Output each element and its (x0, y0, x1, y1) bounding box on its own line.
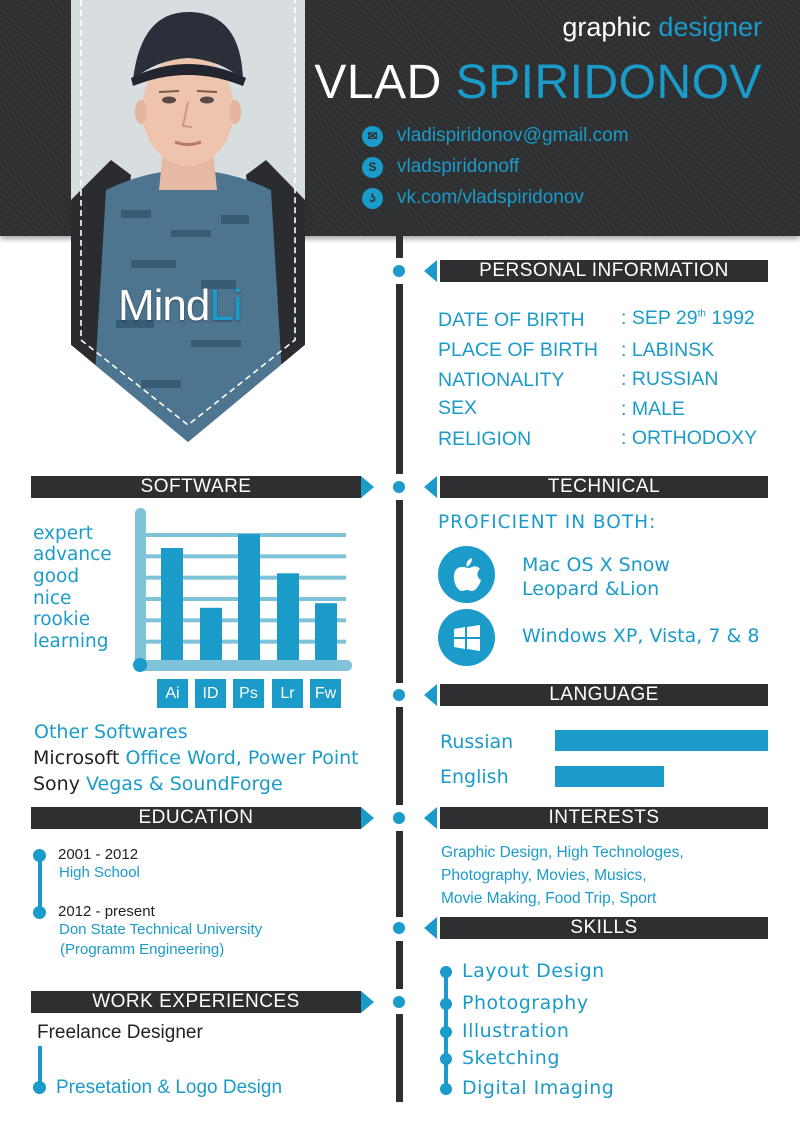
work-dot (33, 1081, 46, 1094)
vk-icon: ʖ (362, 188, 383, 209)
arrow-right-icon (361, 991, 374, 1013)
education-dot (33, 849, 46, 862)
chart-bar-id (200, 608, 222, 663)
dob-label: DATE OF BIRTH (438, 309, 585, 331)
tech-mac-text: Mac OS X Snow (522, 554, 670, 576)
section-technical: TECHNICAL (440, 476, 768, 498)
software-label-lr: Lr (272, 679, 303, 708)
software-label-ps: Ps (233, 679, 264, 708)
interests-line: Movie Making, Food Trip, Sport (441, 890, 657, 907)
skill-item: Digital Imaging (462, 1077, 615, 1099)
arrow-left-icon (424, 684, 437, 706)
religion-value: : ORTHODOXY (621, 427, 758, 449)
education-years: 2001 - 2012 (58, 846, 139, 863)
level-label: expert (33, 523, 93, 544)
timeline-segment (396, 1014, 403, 1102)
timeline-segment (396, 941, 403, 989)
software-label-ai: Ai (157, 679, 188, 708)
skill-item: Sketching (462, 1047, 560, 1069)
religion-label: RELIGION (438, 428, 532, 450)
timeline-dot (393, 265, 405, 277)
education-dot (33, 906, 46, 919)
language-name: English (440, 766, 509, 788)
timeline-dot (393, 996, 405, 1008)
timeline-dot (393, 922, 405, 934)
skill-item: Layout Design (462, 960, 605, 982)
sex-label: SEX (438, 397, 478, 419)
chart-bar-ai (161, 548, 183, 663)
chart-x-axis (135, 660, 352, 671)
level-label: rookie (33, 609, 91, 630)
work-role: Freelance Designer (37, 1022, 203, 1043)
job-title: graphic designer (562, 12, 762, 42)
education-timeline (38, 855, 42, 913)
level-label: learning (33, 631, 109, 652)
contact-skype[interactable]: S vladspiridonoff (362, 156, 519, 178)
level-label: advance (33, 544, 112, 565)
section-education: EDUCATION (31, 807, 361, 829)
email-icon: ✉ (362, 126, 383, 147)
portrait-illustration (71, 0, 305, 442)
arrow-right-icon (361, 476, 374, 498)
contact-email[interactable]: ✉ vladispiridonov@gmail.com (362, 125, 629, 147)
section-skills: SKILLS (440, 917, 768, 939)
profile-photo (71, 0, 305, 442)
interests-line: Photography, Movies, Musics, (441, 867, 647, 884)
arrow-left-icon (424, 260, 437, 282)
work-item: Presetation & Logo Design (56, 1077, 283, 1098)
skill-dot (440, 1026, 452, 1038)
skill-dot (440, 1053, 452, 1065)
timeline-segment (396, 831, 403, 917)
chart-bar-lr (277, 573, 299, 663)
dob-value: : SEP 29th 1992 (621, 307, 755, 329)
timeline-segment (396, 284, 403, 474)
language-level-bar (555, 730, 768, 751)
level-label: good (33, 566, 80, 587)
language-level-bar (555, 766, 664, 787)
arrow-left-icon (424, 917, 437, 939)
arrow-left-icon (424, 807, 437, 829)
software-skill-chart (128, 505, 358, 675)
contact-vk[interactable]: ʖ vk.com/vladspiridonov (362, 187, 584, 209)
skill-dot (440, 1083, 452, 1095)
level-label: nice (33, 588, 72, 609)
other-software-heading: Other Softwares (34, 721, 188, 743)
skill-dot (440, 966, 452, 978)
person-name: VLAD SPIRIDONOV (314, 56, 762, 109)
pob-value: : LABINSK (621, 339, 715, 361)
skype-icon: S (362, 157, 383, 178)
education-detail: (Programm Engineering) (60, 941, 225, 958)
software-label-fw: Fw (310, 679, 341, 708)
interests-line: Graphic Design, High Technologes, (441, 844, 684, 861)
timeline-dot (393, 481, 405, 493)
tech-windows-text: Windows XP, Vista, 7 & 8 (522, 625, 760, 647)
skill-item: Photography (462, 992, 589, 1014)
education-school: High School (59, 864, 140, 881)
chart-bar-fw (315, 603, 337, 663)
technical-heading: PROFICIENT IN BOTH: (438, 512, 657, 533)
software-label-id: ID (195, 679, 226, 708)
arrow-right-icon (361, 807, 374, 829)
chart-y-axis (135, 508, 146, 670)
chart-origin-dot (133, 658, 147, 672)
nationality-value: : RUSSIAN (621, 368, 719, 390)
skill-item: Illustration (462, 1020, 570, 1042)
chart-bar-ps (238, 534, 260, 663)
education-years: 2012 - present (58, 903, 155, 920)
skill-dot (440, 998, 452, 1010)
language-name: Russian (440, 731, 514, 753)
section-personal-information: PERSONAL INFORMATION (440, 260, 768, 282)
section-work-experiences: WORK EXPERIENCES (31, 991, 361, 1013)
timeline-dot (393, 812, 405, 824)
section-interests: INTERESTS (440, 807, 768, 829)
other-software-line: Microsoft Office Word, Power Point (33, 747, 359, 769)
other-software-line: Sony Vegas & SoundForge (33, 773, 283, 795)
timeline-segment (396, 707, 403, 805)
work-timeline (38, 1046, 42, 1086)
sex-value: : MALE (621, 398, 685, 420)
tech-mac-text: Leopard &Lion (522, 578, 660, 600)
timeline-segment (396, 236, 403, 258)
section-software: SOFTWARE (31, 476, 361, 498)
pob-label: PLACE OF BIRTH (438, 339, 599, 361)
section-language: LANGUAGE (440, 684, 768, 706)
windows-icon (438, 609, 495, 666)
timeline-segment (396, 500, 403, 683)
education-school: Don State Technical University (59, 921, 263, 938)
logo-text: MindLi (118, 281, 242, 330)
apple-icon (438, 546, 495, 603)
nationality-label: NATIONALITY (438, 369, 565, 391)
arrow-left-icon (424, 476, 437, 498)
timeline-dot (393, 689, 405, 701)
